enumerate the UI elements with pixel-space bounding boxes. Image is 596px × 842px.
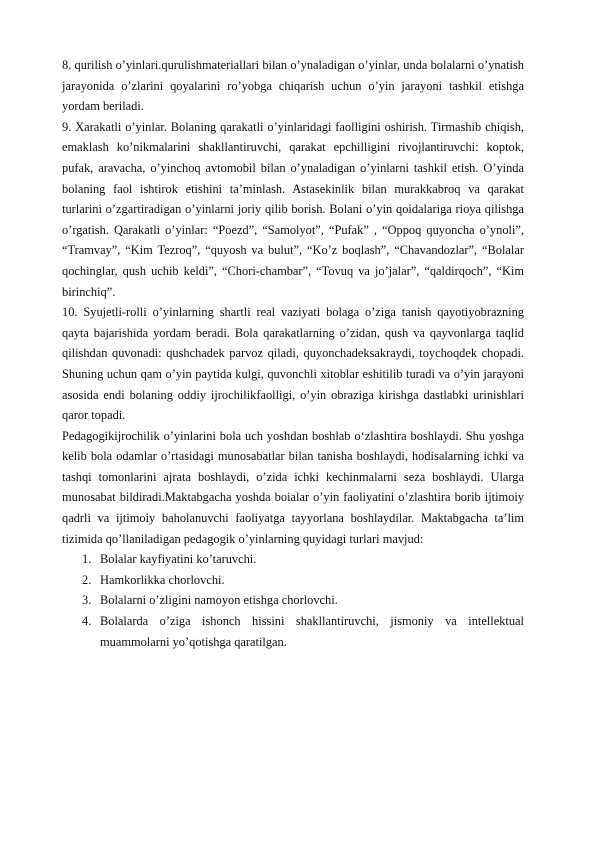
list-item <box>62 590 524 611</box>
paragraph-role-play-games: 10. Syujetli-rolli o’yinlarning shartli real vaziyati bolaga o’ziga tanish qayotiyobrazning qayta bajarishida yordam beradi. Bola qarakatlarning o’zidan, qush va qayvonlarga taqlid qilishdan quvonadi: qushchadek parvoz qiladi, quyonchadeksakraydi, toychoqdek chopadi. Shuning uchun qam o’yin paytida kulgi, quvonchli xitoblar eshitilib turadi va o’yin jarayoni asosida endi bolaning oddiy ijrochilikfaolligi, o’yin obraziga kirishga dastlabki urinishlari qaror topadi. <box>62 305 524 423</box>
list-number: 1. <box>82 552 92 567</box>
list-number: 4. <box>82 614 92 629</box>
document-body <box>62 55 524 652</box>
paragraph-pedagogical-games: Pedagogikijrochilik o’yinlarini bola uch yoshdan boshlab o‘zlashtira boshlaydi. Shu yoshga kelib bola odamlar o’rtasidagi munosabatlar bilan tanisha boshlaydi, hodisalarning ichki va tashqi tomonlarini ajrata boshlaydi, o’zida ichki kechinmalarni seza boshlaydi. Ularga munosabat bildiradi.Maktabgacha yoshda boialar o’yin faoliyatini o’zlashtira borib ijtimoiy qadrli va ijtimoiy baholanuvchi faoliyatga tayyorlana boshlaydilar. Maktabgacha ta’lim tizimida qo’llaniladigan pedagogik o’yinlarning quyidagi turlari mavjud: <box>62 428 524 546</box>
list-item <box>62 570 524 591</box>
list-number: 2. <box>82 572 92 587</box>
list-item <box>62 549 524 570</box>
paragraph-movement-games: 9. Xarakatli o’yinlar. Bolaning qarakatli o’yinlaridagi faolligini oshirish. Tirmashib chiqish, emaklash ko’nikmalarini shakllantiruvchi, qarakat epchilligini rivojlantiruvchi: koptok, pufak, aravacha, o’yinchoq avtomobil bilan o’ynaladigan o’yinlarni tashkil etish. O’yinda bolaning faol ishtirok etishini ta’minlash. Astasekinlik bilan murakkabroq va qarakat turlarini o’zgartiradigan o’yinlarni joriy qilib borish. Bolani o’yin qoidalariga rioya qilishga o’rgatish. Qarakatli o’yinlar: “Poezd”, “Samolyot”, “Pufak” , “Oppoq quyoncha o’ynoli”, “Tramvay”, “Kim Tezroq”, “quyosh va bulut”, “Ko’z boqlash”, “Chavandozlar”, “Bolalar qochinglar, qush uchib keldi”, “Chori-chambar”, “Tovuq va jo’jalar”, “qaldirqoch”, “Kim birinchiq”. <box>62 119 524 299</box>
list-item <box>62 611 524 652</box>
paragraph-construction-games: 8. qurilish o’yinlari.qurulishmateriallari bilan o’ynaladigan o’yinlar, unda bolalarni o’ynatish jarayonida o’zlarini qoyalarini ro’yobga chiqarish uchun o’yin jarayoni tashkil etishga yordam beriladi. <box>62 58 524 114</box>
list-item-text: Bolalar kayfiyatini ko’taruvchi. <box>100 552 257 567</box>
list-item-text: Bolalarni o’zligini namoyon etishga chorlovchi. <box>100 593 338 608</box>
list-item-text: Hamkorlikka chorlovchi. <box>100 572 225 587</box>
list-item-text: Bolalarda o’ziga ishonch hissini shakllantiruvchi, jismoniy va intellektual muammolarni yo’qotishga qaratilgan. <box>100 614 524 649</box>
list-number: 3. <box>82 593 92 608</box>
game-types-list <box>62 549 524 652</box>
